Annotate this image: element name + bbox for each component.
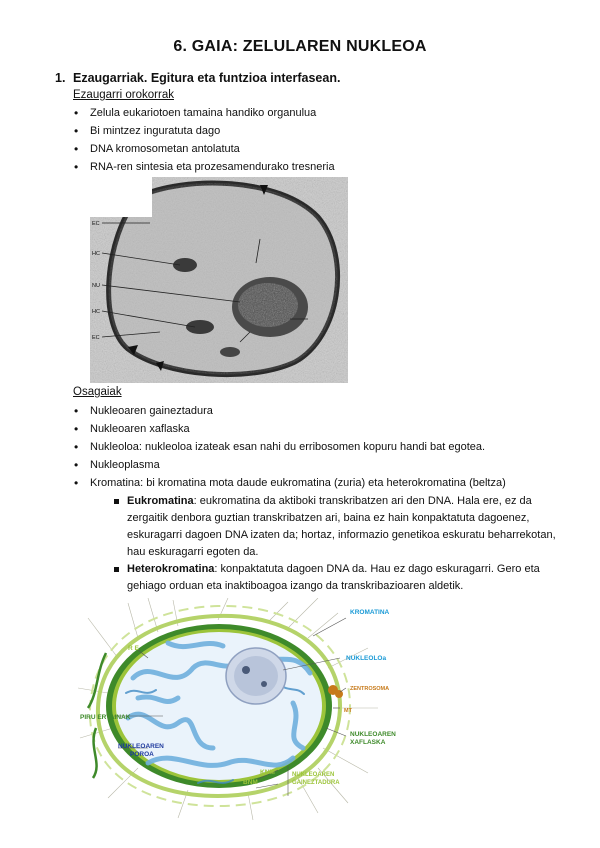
general-features-list: [73, 104, 335, 176]
list-item: • RNA-ren sintesia eta prozesamendurako tresneria: [73, 158, 335, 176]
list-item-heterokromatina: [113, 561, 573, 595]
section-number: 1.: [55, 71, 66, 85]
list-item: • Nukleoaren xaflaska: [73, 420, 506, 438]
label-poroa-1: NUKLEOAREN: [118, 743, 164, 750]
micrograph-label-ec: EC: [92, 335, 100, 341]
label-gaineztadura-1: NUKLEOAREN: [292, 772, 335, 778]
section-heading: [55, 71, 340, 85]
micrograph-label-hc: HC: [92, 309, 100, 315]
micrograph-label-ec: EC: [92, 221, 100, 227]
label-piru-ertainak: PIRU ERTAINAK: [80, 714, 131, 721]
list-item: • Kromatina: bi kromatina mota daude eukromatina (zuria) eta heterokromatina (beltza): [73, 474, 506, 492]
term: Eukromatina: [127, 495, 194, 507]
page-title: 6. GAIA: ZELULAREN NUKLEOA: [173, 38, 427, 55]
label-gaineztadura-2: GAINEZTADURA: [292, 780, 340, 786]
label-nukleoloa: NUKLEOLOa: [346, 655, 387, 662]
micrograph-label-hc: HC: [92, 251, 100, 257]
nucleus-diagram: [78, 598, 398, 820]
label-zentrosoma: ZENTROSOMA: [350, 686, 390, 692]
list-item: • DNA kromosometan antolatuta: [73, 140, 335, 158]
section-heading-text: Ezaugarriak. Egitura eta funtzioa interfasean.: [73, 71, 341, 85]
micrograph-label-nu: NU: [92, 283, 100, 289]
label-poroa-2: POROA: [130, 751, 154, 758]
label-bnm: BNM: [243, 779, 258, 786]
label-kromatina: KROMATINA: [350, 609, 390, 616]
chromatin-types-list: [113, 493, 573, 595]
label-xaflaska-2: XAFLASKA: [350, 739, 386, 746]
label-mt: MT: [344, 708, 352, 714]
list-item: • Bi mintzez inguratuta dago: [73, 122, 335, 140]
general-features-heading: Ezaugarri orokorrak: [73, 89, 174, 101]
description: : konpaktatuta dagoen DNA da. Hau ez dago eskuragarri. Gero eta gehiago orduan eta inaktiboagoa izango da transkribazioaren aldetik.: [127, 563, 540, 592]
label-knm: KNM: [260, 769, 275, 776]
nucleus-micrograph: [90, 177, 348, 383]
term: Heterokromatina: [127, 563, 215, 575]
list-item: • Nukleoaren gaineztadura: [73, 402, 506, 420]
description: : eukromatina da aktiboki transkribatzen ari den DNA. Hala ere, ez da zergaitik denbora guztian transkribatzen ari, baina ez hain konpaktatuta dagoenez, eskuragarri dagoen DNA izaten da; hortaz, informazio genetikoa eskuratu beharrekotan, hau eskuragarri egoten da.: [127, 495, 556, 558]
parts-list: [73, 402, 506, 492]
label-xaflaska-1: NUKLEOAREN: [350, 731, 396, 738]
list-item: • Nukleoloa: nukleoloa izateak esan nahi du erribosomen kopuru handi bat egotea.: [73, 438, 506, 456]
label-re: R E: [128, 645, 139, 652]
list-item-eukromatina: [113, 493, 573, 561]
list-item: • Nukleoplasma: [73, 456, 506, 474]
list-item: • Zelula eukariotoen tamaina handiko organulua: [73, 104, 335, 122]
parts-heading: Osagaiak: [73, 386, 122, 398]
